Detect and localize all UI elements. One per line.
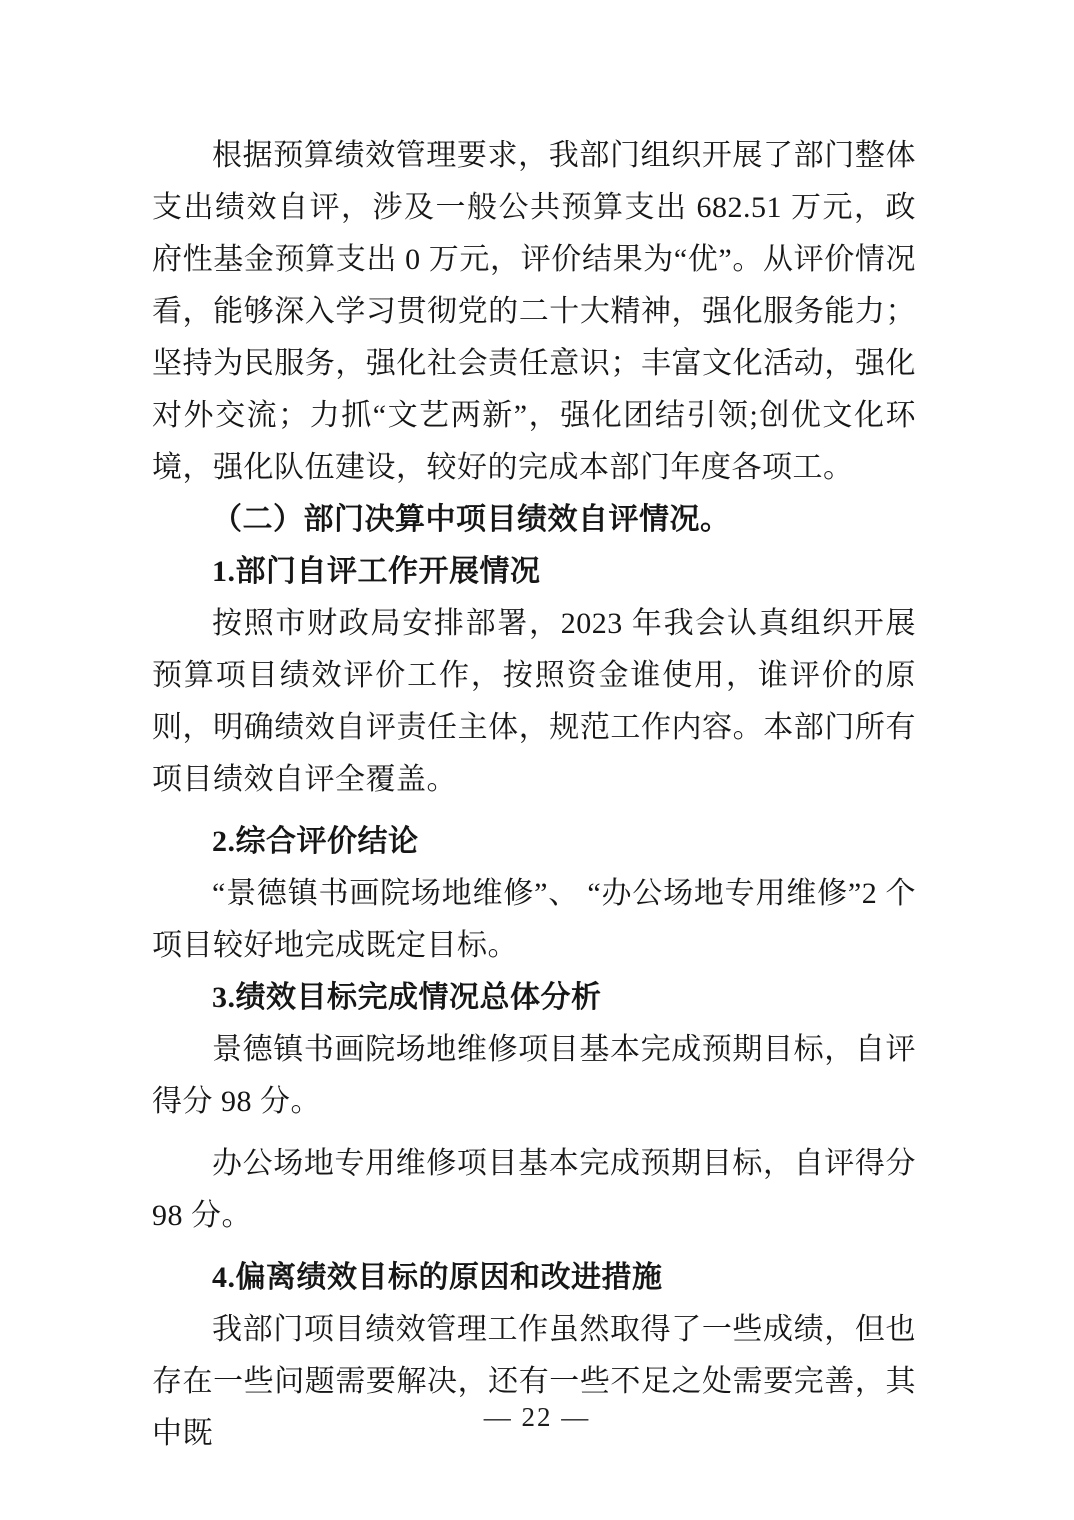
heading-item-1-selfeval-work: 1.部门自评工作开展情况 bbox=[212, 555, 541, 588]
paragraph-deviation-reasons: 我部门项目绩效管理工作虽然取得了一些成绩，但也存在一些问题需要解决，还有一些不足之处需要完善，其中既 bbox=[152, 1313, 916, 1450]
heading-section-two: （二）部门决算中项目绩效自评情况。 bbox=[212, 503, 731, 536]
paragraph-dept-overall-selfeval: 根据预算绩效管理要求，我部门组织开展了部门整体支出绩效自评，涉及一般公共预算支出 682.51 万元，政府性基金预算支出 0 万元，评价结果为“优”。从评价情况看，能够深入学习贯彻党的二十大精神，强化服务能力；坚持为民服务，强化社会责任意识；丰富文化活动，强化对外交流；力抓“文艺两新”，强化团结引领;创优文化环境，强化队伍建设，较好的完成本部门年度各项工。 bbox=[152, 139, 916, 484]
page-number: — 22 — bbox=[483, 1402, 591, 1432]
paragraph-eval-conclusion: “景德镇书画院场地维修”、 “办公场地专用维修”2 个项目较好地完成既定目标。 bbox=[152, 877, 916, 962]
document-body bbox=[152, 130, 916, 1460]
paragraph-selfeval-work-detail: 按照市财政局安排部署，2023 年我会认真组织开展预算项目绩效评价工作，按照资金谁使用，谁评价的原则，明确绩效自评责任主体，规范工作内容。本部门所有项目绩效自评全覆盖。 bbox=[152, 607, 916, 796]
heading-item-2-overall-conclusion: 2.综合评价结论 bbox=[212, 825, 419, 858]
paragraph-project-shuhuayuan: 景德镇书画院场地维修项目基本完成预期目标，自评得分 98 分。 bbox=[152, 1033, 916, 1118]
heading-item-3-target-analysis: 3.绩效目标完成情况总体分析 bbox=[212, 981, 602, 1014]
page-footer bbox=[0, 1402, 1074, 1433]
paragraph-project-office-repair: 办公场地专用维修项目基本完成预期目标，自评得分 98 分。 bbox=[152, 1147, 916, 1232]
heading-item-4-deviation-measures: 4.偏离绩效目标的原因和改进措施 bbox=[212, 1261, 663, 1294]
